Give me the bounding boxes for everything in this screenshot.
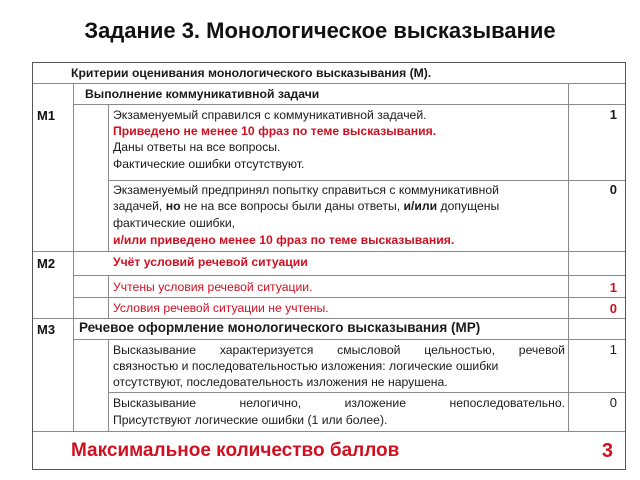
m1-r2-text-b: но	[165, 199, 181, 213]
column-divider	[568, 83, 569, 431]
row-divider	[73, 339, 625, 340]
m3-heading: Речевое оформление монологического высказывания (МР)	[79, 320, 481, 335]
m1-r2-line2	[113, 198, 499, 214]
criteria-table	[32, 62, 626, 470]
task-heading: Выполнение коммуникативной задачи	[85, 87, 320, 101]
m3-r1-line3: отсутствуют, последовательность изложения не нарушена.	[113, 375, 448, 389]
m1-r2-line3: фактические ошибки,	[113, 216, 236, 230]
m2-r2-text: Условия речевой ситуации не учтены.	[113, 301, 329, 315]
row-divider	[108, 180, 625, 181]
m3-r1-line1: Высказывание характеризуется смысловой цельностью, речевой	[113, 343, 565, 357]
column-divider	[108, 339, 109, 431]
m1-r2-line4: и/или приведено менее 10 фраз по теме высказывания.	[113, 233, 455, 247]
m1-r1-score: 1	[609, 107, 617, 122]
row-divider	[33, 431, 625, 432]
row-divider	[73, 275, 625, 276]
column-divider	[108, 275, 109, 318]
m3-r2-line2: Присутствуют логические ошибки (1 или более).	[113, 413, 388, 427]
m1-r1-line3: Даны ответы на все вопросы.	[113, 140, 281, 154]
criterion-code-m2: М2	[37, 256, 56, 271]
m3-r2-score: 0	[609, 395, 617, 410]
row-divider	[33, 83, 625, 84]
criterion-code-m1: М1	[37, 108, 56, 123]
criteria-heading: Критерии оценивания монологического высказывания (М).	[71, 66, 432, 80]
max-score-value: 3	[601, 440, 613, 462]
m2-heading: Учёт условий речевой ситуации	[113, 255, 308, 269]
row-divider	[73, 297, 625, 298]
row-divider	[108, 392, 625, 393]
m1-r1-line1: Экзаменуемый справился с коммуникативной задачей.	[113, 108, 427, 122]
criterion-code-m3: М3	[37, 322, 56, 337]
page-title: Задание 3. Монологическое высказывание	[84, 18, 556, 43]
row-divider	[33, 318, 625, 319]
m1-r2-text-c: не на все вопросы были даны ответы,	[180, 199, 404, 213]
m1-r1-line4: Фактические ошибки отсутствуют.	[113, 157, 305, 171]
m1-r1-line2: Приведено не менее 10 фраз по теме высказывания.	[113, 124, 437, 138]
m3-r1-line2: связностью и последовательностью изложения: логические ошибки	[113, 359, 499, 373]
m1-r2-score: 0	[609, 182, 617, 197]
m1-r2-text-e: допущены	[437, 199, 500, 213]
m2-r1-score: 1	[609, 280, 617, 295]
max-score-label: Максимальное количество баллов	[71, 440, 400, 461]
m1-r2-text-a: задачей,	[113, 199, 166, 213]
m3-r1-score: 1	[609, 342, 617, 357]
m2-r1-text: Учтены условия речевой ситуации.	[113, 280, 313, 294]
column-divider	[73, 83, 74, 431]
m3-r2-line1: Высказывание нелогично, изложение непоследовательно.	[113, 396, 565, 410]
m1-r2-text-d: и/или	[403, 199, 438, 213]
row-divider	[33, 251, 625, 252]
m1-r2-line1: Экзаменуемый предпринял попытку справиться с коммуникативной	[113, 183, 499, 197]
row-divider	[73, 104, 625, 105]
m2-r2-score: 0	[609, 301, 617, 316]
column-divider	[108, 104, 109, 251]
